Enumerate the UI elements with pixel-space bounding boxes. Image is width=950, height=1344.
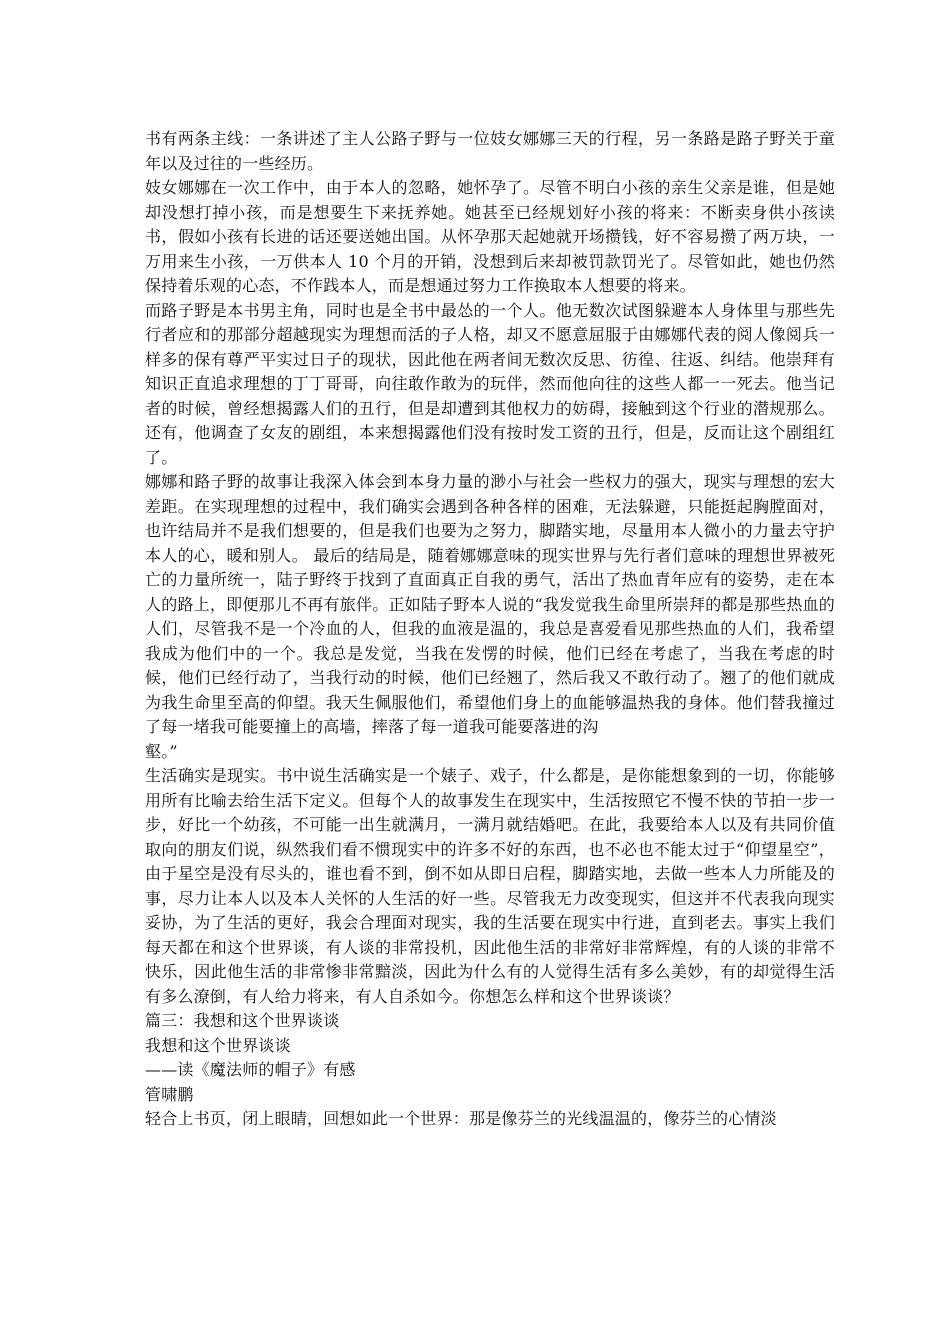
essay-title: 我想和这个世界谈谈	[145, 1035, 291, 1055]
paragraph-intro: 书有两条主线：一条讲述了主人公路子野与一位妓女娜娜三天的行程，另一条路是路子野关于童年以及过往的一些经历。	[145, 129, 835, 173]
paragraph-nana: 妓女娜娜在一次工作中，由于本人的忽略，她怀孕了。尽管不明白小孩的亲生父亲是谁，但是她却没想打掉小孩，而是想要生下来抚养她。她甚至已经规划好小孩的将来：不断卖身供小孩读书，假如小孩有长进的话还要送她出国。从怀孕那天起她就开场攒钱，好不容易攒了两万块，一万用来生小孩，一万供本人 10 个月的开销，没想到后来却被罚款罚光了。尽管如此，她也仍然保持着乐观的心态，不作践本人，而是想通过努力工作换取本人想要的将来。	[145, 178, 835, 295]
paragraph-fragment: 壑。”	[145, 741, 178, 761]
paragraph-story-reflection: 娜娜和路子野的故事让我深入体会到本身力量的渺小与社会一些权力的强大，现实与理想的宏大差距。在实现理想的过程中，我们确实会遇到各种各样的困难，无法躲避，只能挺起胸膛面对，也许结局并不是我们想要的，但是我们也要为之努力，脚踏实地，尽量用本人微小的力量去守护本人的心，暖和别人。 最后的结局是，随着娜娜意味的现实世界与先行者们意味的理想世界被死亡的力量所统一，陆子野终于找到了直面真正自我的勇气，活出了热血青年应有的姿势，走在本人的路上，即便那儿不再有旅伴。正如陆子野本人说的“我发觉我生命里所崇拜的都是那些热血的人们，尽管我不是一个冷血的人，但我的血液是温的，我总是喜爱看见那些热血的人们，我希望我成为他们中的一个。我总是发觉，当我在发愣的时候，他们已经在考虑了，当我在考虑的时候，他们已经行动了，当我行动的时候，他们已经翘了，然后我又不敢行动了。翘了的他们就成为我生命里至高的仰望。我天生佩服他们，希望他们身上的血能够温热我的身体。他们替我撞过了每一堵我可能要撞上的高墙，摔落了每一道我可能要落进的沟	[145, 472, 835, 736]
section-heading: 篇三：我想和这个世界谈谈	[145, 1011, 340, 1030]
essay-opening-line: 轻合上书页，闭上眼睛，回想如此一个世界：那是像芬兰的光线温温的，像芬兰的心情淡	[145, 1109, 777, 1128]
document-body	[145, 127, 835, 1132]
paragraph-luziye: 而路子野是本书男主角，同时也是全书中最怂的一个人。他无数次试图躲避本人身体里与那些先行者应和的那部分超越现实为理想而活的子人格，却又不愿意屈服于由娜娜代表的阅人像阅兵一样多的保有尊严平实过日子的现状，因此他在两者间无数次反思、彷徨、往返、纠结。他崇拜有知识正直追求理想的丁丁哥哥，向往敢作敢为的玩伴，然而他向往的这些人都一一死去。他当记者的时候，曾经想揭露人们的丑行，但是却遭到其他权力的妨碍，接触到这个行业的潜规那么。还有，他调查了女友的剧组，本来想揭露他们没有按时发工资的丑行，但是，反而让这个剧组红了。	[145, 300, 835, 467]
paragraph-life-reality: 生活确实是现实。书中说生活确实是一个婊子、戏子，什么都是，是你能想象到的一切，你能够用所有比喻去给生活下定义。但每个人的故事发生在现实中，生活按照它不慢不快的节拍一步一步，好比一个幼孩，不可能一出生就满月，一满月就结婚吧。在此，我要给本人以及有共同价值取向的朋友们说，纵然我们看不惯现实中的许多不好的东西，也不必也不能太过于“仰望星空”，由于星空是没有尽头的，谁也看不到，倒不如从即日启程，脚踏实地，去做一些本人力所能及的事，尽力让本人以及本人关怀的人生活的好一些。尽管我无力改变现实，但这并不代表我向现实妥协，为了生活的更好，我会合理面对现实，我的生活要在现实中行进，直到老去。事实上我们每天都在和这个世界谈，有人谈的非常投机，因此他生活的非常好非常辉煌，有的人谈的非常不快乐，因此他生活的非常惨非常黯淡，因此为什么有的人觉得生活有多么美妙，有的却觉得生活有多么潦倒，有人给力将来，有人自杀如今。你想怎么样和这个世界谈谈？	[145, 766, 835, 1006]
essay-subtitle: ——读《魔法师的帽子》有感	[145, 1060, 356, 1079]
essay-author: 管啸鹏	[145, 1084, 194, 1104]
